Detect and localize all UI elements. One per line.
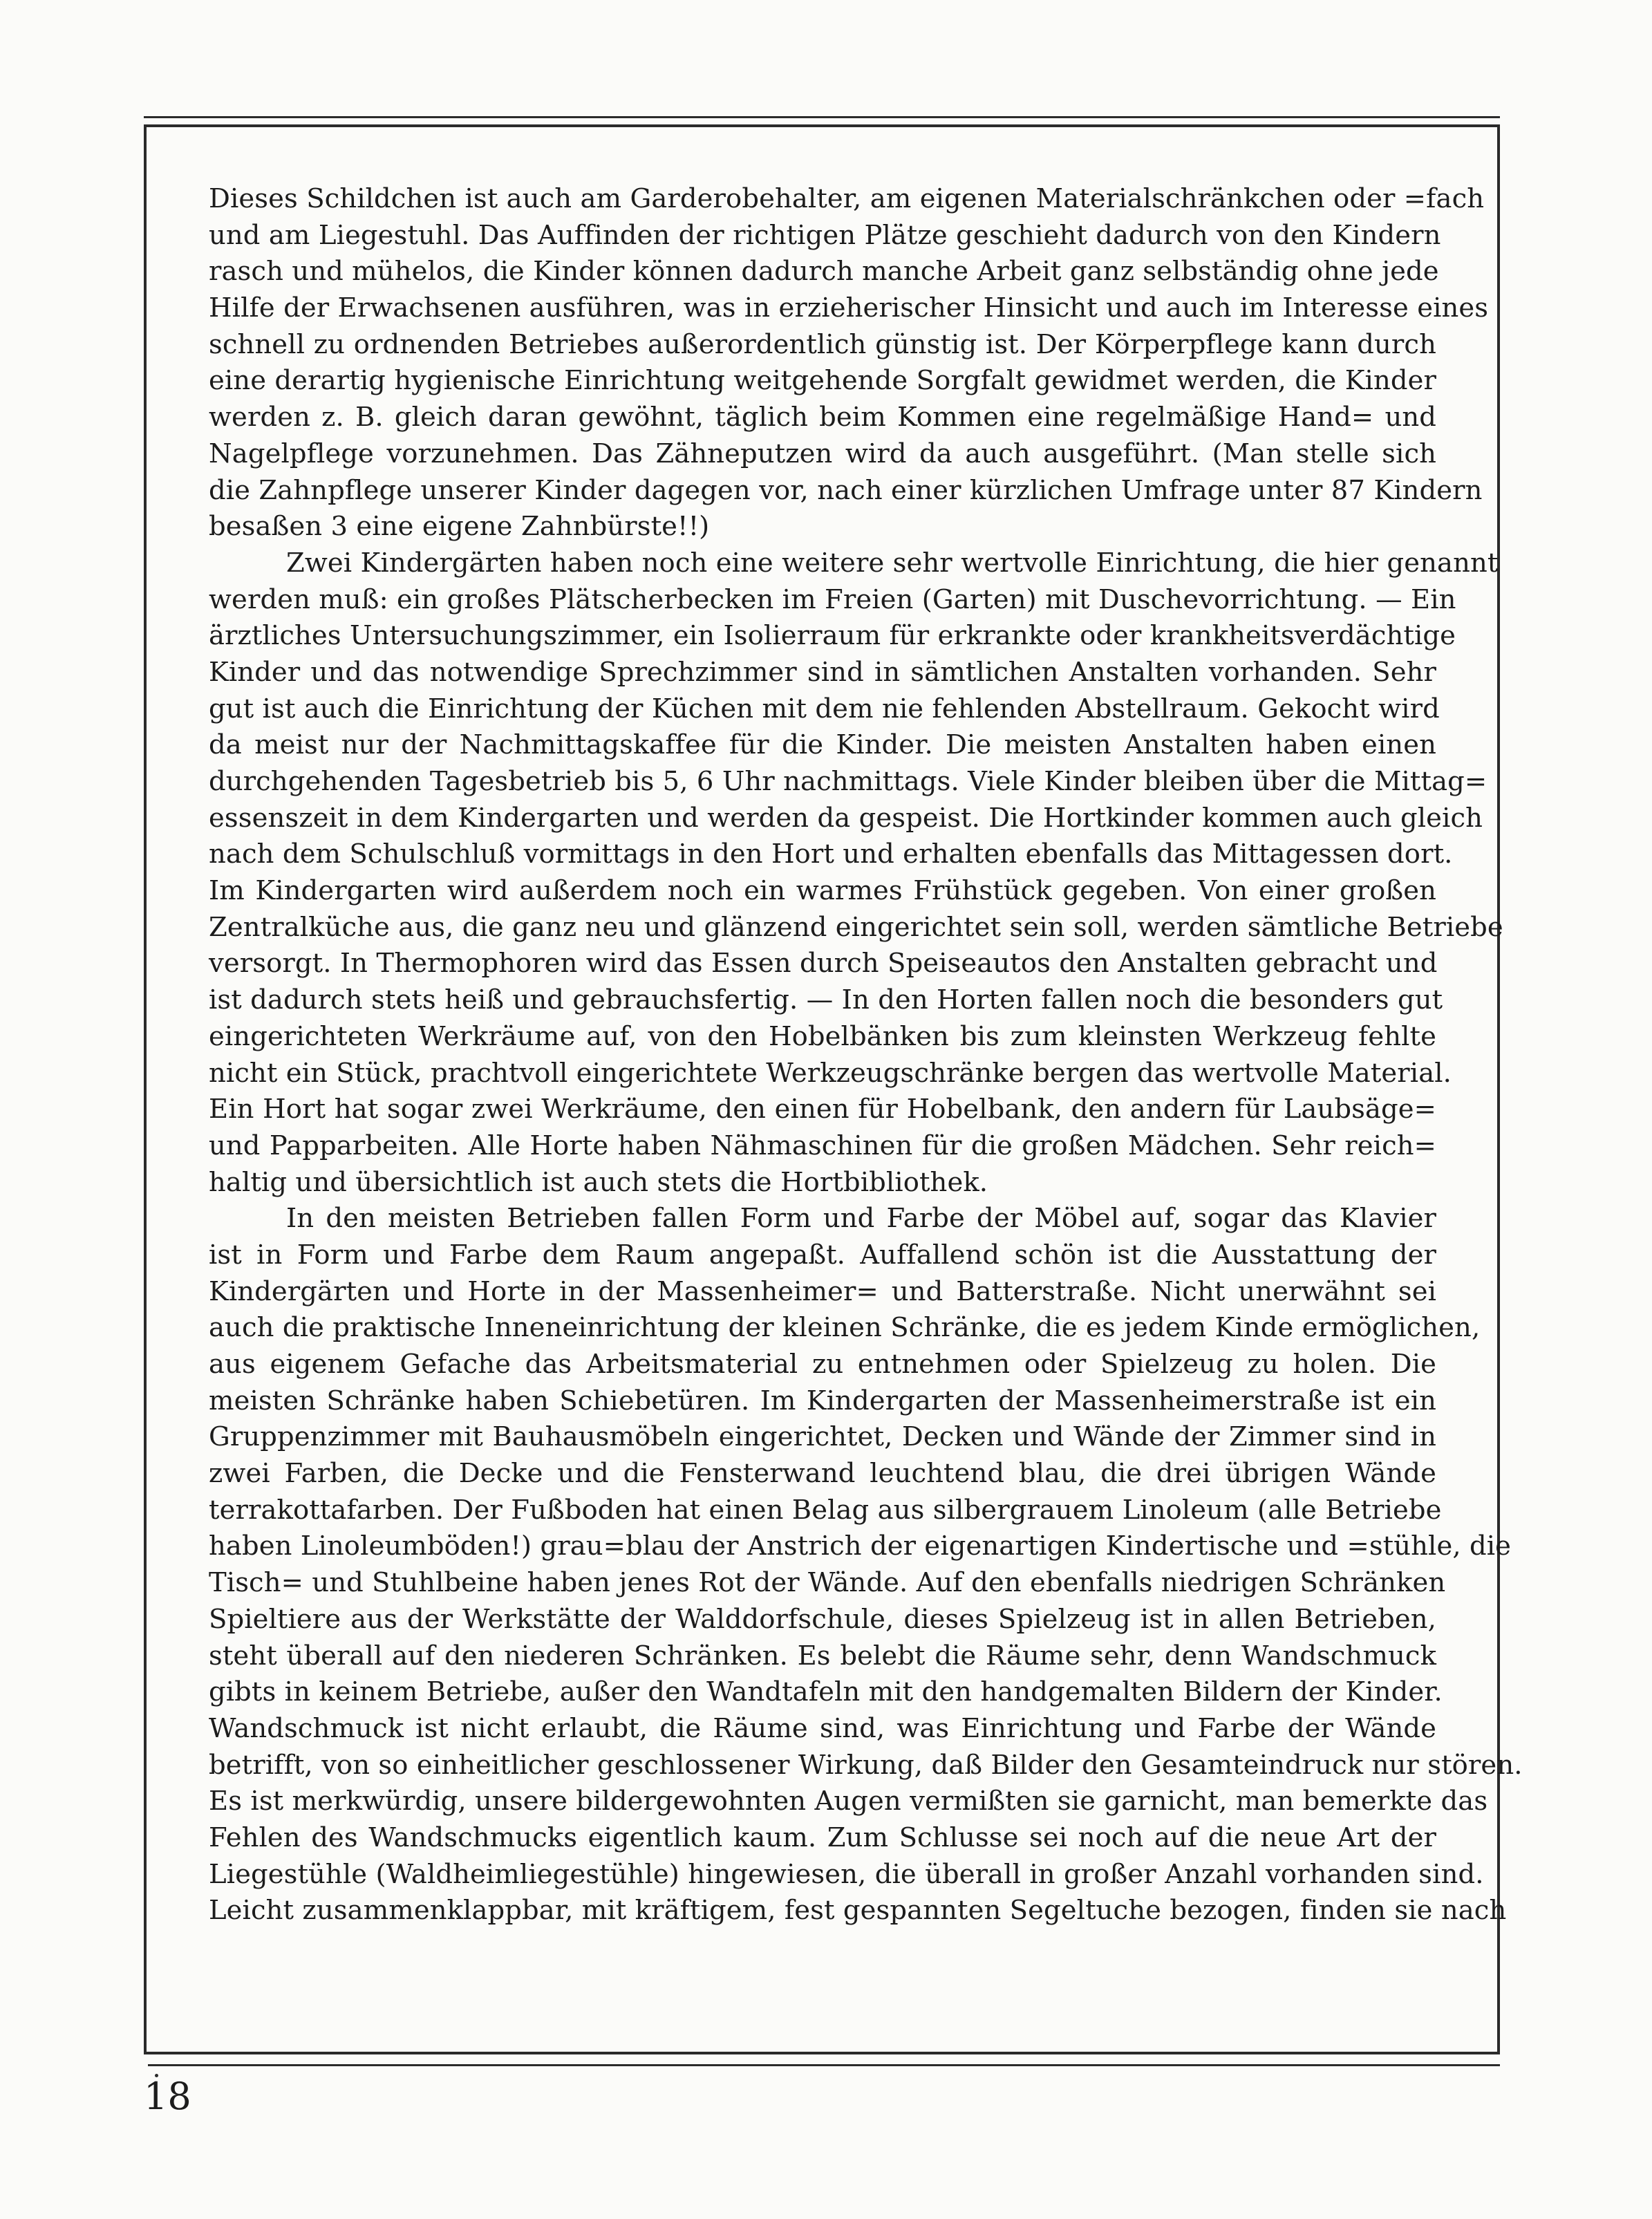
text-line: ist dadurch stets heiß und gebrauchsfertig. — In den Horten fallen noch die besonders gut — [209, 984, 1443, 1016]
body-text — [209, 181, 1523, 1929]
text-line: haltig und übersichtlich ist auch stets die Hortbibliothek. — [209, 1166, 988, 1198]
text-line: auch die praktische Inneneinrichtung der kleinen Schränke, die es jedem Kinde ermöglichen, — [209, 1312, 1481, 1344]
text-line: terrakottafarben. Der Fußboden hat einen Belag aus silbergrauem Linoleum (alle Betriebe — [209, 1494, 1442, 1526]
text-line: nicht ein Stück, prachtvoll eingerichtete Werkzeugschränke bergen das wertvolle Material. — [209, 1057, 1452, 1089]
text-line: Gruppenzimmer mit Bauhausmöbeln eingerichtet, Decken und Wände der Zimmer sind in — [209, 1421, 1436, 1453]
text-line: und am Liegestuhl. Das Auffinden der richtigen Plätze geschieht dadurch von den Kindern — [209, 219, 1441, 251]
text-line: Es ist merkwürdig, unsere bildergewohnten Augen vermißten sie garnicht, man bemerkte das — [209, 1786, 1488, 1817]
text-line: In den meisten Betrieben fallen Form und Farbe der Möbel auf, sogar das Klavier — [286, 1203, 1436, 1235]
text-line: Tisch= und Stuhlbeine haben jenes Rot der Wände. Auf den ebenfalls niedrigen Schränken — [209, 1567, 1446, 1599]
text-line: Nagelpflege vorzunehmen. Das Zähneputzen wird da auch ausgeführt. (Man stelle sich — [209, 438, 1436, 469]
text-line: da meist nur der Nachmittagskaffee für die Kinder. Die meisten Anstalten haben einen — [209, 729, 1436, 761]
text-line: werden muß: ein großes Plätscherbecken im Freien (Garten) mit Duschevorrichtung. — Ein — [209, 583, 1456, 615]
text-line: essenszeit in dem Kindergarten und werden da gespeist. Die Hortkinder kommen auch gleich — [209, 802, 1483, 834]
text-line: haben Linoleumböden!) grau=blau der Anstrich der eigenartigen Kindertische und =stühle, die — [209, 1530, 1512, 1562]
text-line: eine derartig hygienische Einrichtung weitgehende Sorgfalt gewidmet werden, die Kinder — [209, 365, 1436, 397]
text-line: betrifft, von so einheitlicher geschlossener Wirkung, daß Bilder den Gesamteindruck nur stören. — [209, 1749, 1523, 1781]
text-line: Fehlen des Wandschmucks eigentlich kaum. Zum Schlusse sei noch auf die neue Art der — [209, 1822, 1436, 1853]
text-line: Spieltiere aus der Werkstätte der Walddorfschule, dieses Spielzeug ist in allen Betrieben, — [209, 1603, 1436, 1635]
text-line: Kindergärten und Horte in der Massenheimer= und Batterstraße. Nicht unerwähnt sei — [209, 1275, 1436, 1307]
text-line: steht überall auf den niederen Schränken. Es belebt die Räume sehr, denn Wandschmuck — [209, 1640, 1436, 1672]
text-line: Zentralküche aus, die ganz neu und glänzend eingerichtet sein soll, werden sämtliche Betriebe — [209, 911, 1503, 943]
page-number: 18 — [144, 2075, 191, 2118]
text-line: durchgehenden Tagesbetrieb bis 5, 6 Uhr nachmittags. Viele Kinder bleiben über die Mittag= — [209, 766, 1487, 797]
text-line: eingerichteten Werkräume auf, von den Hobelbänken bis zum kleinsten Werkzeug fehlte — [209, 1020, 1436, 1052]
text-line: Zwei Kindergärten haben noch eine weitere sehr wertvolle Einrichtung, die hier genannt — [286, 547, 1499, 579]
text-line: Wandschmuck ist nicht erlaubt, die Räume sind, was Einrichtung und Farbe der Wände — [209, 1712, 1436, 1744]
text-line: nach dem Schulschluß vormittags in den Hort und erhalten ebenfalls das Mittagessen dort. — [209, 839, 1453, 870]
text-line: Dieses Schildchen ist auch am Garderobehalter, am eigenen Materialschränkchen oder =fach — [209, 183, 1485, 214]
text-line: meisten Schränke haben Schiebetüren. Im Kindergarten der Massenheimerstraße ist ein — [209, 1385, 1436, 1416]
text-line: Im Kindergarten wird außerdem noch ein warmes Frühstück gegeben. Von einer großen — [209, 875, 1436, 907]
bottom-rule — [148, 2064, 1500, 2066]
text-line: gut ist auch die Einrichtung der Küchen mit dem nie fehlenden Abstellraum. Gekocht wird — [209, 693, 1440, 724]
text-line: die Zahnpflege unserer Kinder dagegen vor, nach einer kürzlichen Umfrage unter 87 Kindern — [209, 474, 1483, 506]
text-line: besaßen 3 eine eigene Zahnbürste!!) — [209, 511, 710, 543]
text-line: Hilfe der Erwachsenen ausführen, was in erzieherischer Hinsicht und auch im Interesse eines — [209, 292, 1489, 324]
text-line: gibts in keinem Betriebe, außer den Wandtafeln mit den handgemalten Bildern der Kinder. — [209, 1676, 1443, 1708]
text-line: rasch und mühelos, die Kinder können dadurch manche Arbeit ganz selbständig ohne jede — [209, 256, 1439, 288]
text-line: schnell zu ordnenden Betriebes außerordentlich günstig ist. Der Körperpflege kann durch — [209, 328, 1436, 360]
text-line: zwei Farben, die Decke und die Fensterwand leuchtend blau, die drei übrigen Wände — [209, 1458, 1436, 1490]
text-line: aus eigenem Gefache das Arbeitsmaterial zu entnehmen oder Spielzeug zu holen. Die — [209, 1349, 1436, 1380]
text-line: Kinder und das notwendige Sprechzimmer sind in sämtlichen Anstalten vorhanden. Sehr — [209, 656, 1436, 688]
top-rule — [144, 116, 1500, 118]
text-line: Ein Hort hat sogar zwei Werkräume, den einen für Hobelbank, den andern für Laubsäge= — [209, 1094, 1436, 1125]
text-line: und Papparbeiten. Alle Horte haben Nähmaschinen für die großen Mädchen. Sehr reich= — [209, 1130, 1436, 1161]
text-line: Liegestühle (Waldheimliegestühle) hingewiesen, die überall in großer Anzahl vorhanden sind. — [209, 1858, 1484, 1890]
text-line: werden z. B. gleich daran gewöhnt, täglich beim Kommen eine regelmäßige Hand= und — [209, 402, 1436, 433]
text-line: versorgt. In Thermophoren wird das Essen durch Speiseautos den Anstalten gebracht und — [209, 948, 1438, 980]
text-line: Leicht zusammenklappbar, mit kräftigem, fest gespannten Segeltuche bezogen, finden sie nach — [209, 1895, 1507, 1927]
text-line: ärztliches Untersuchungszimmer, ein Isolierraum für erkrankte oder krankheitsverdächtige — [209, 620, 1456, 652]
text-line: ist in Form und Farbe dem Raum angepaßt. Auffallend schön ist die Ausstattung der — [209, 1239, 1436, 1271]
